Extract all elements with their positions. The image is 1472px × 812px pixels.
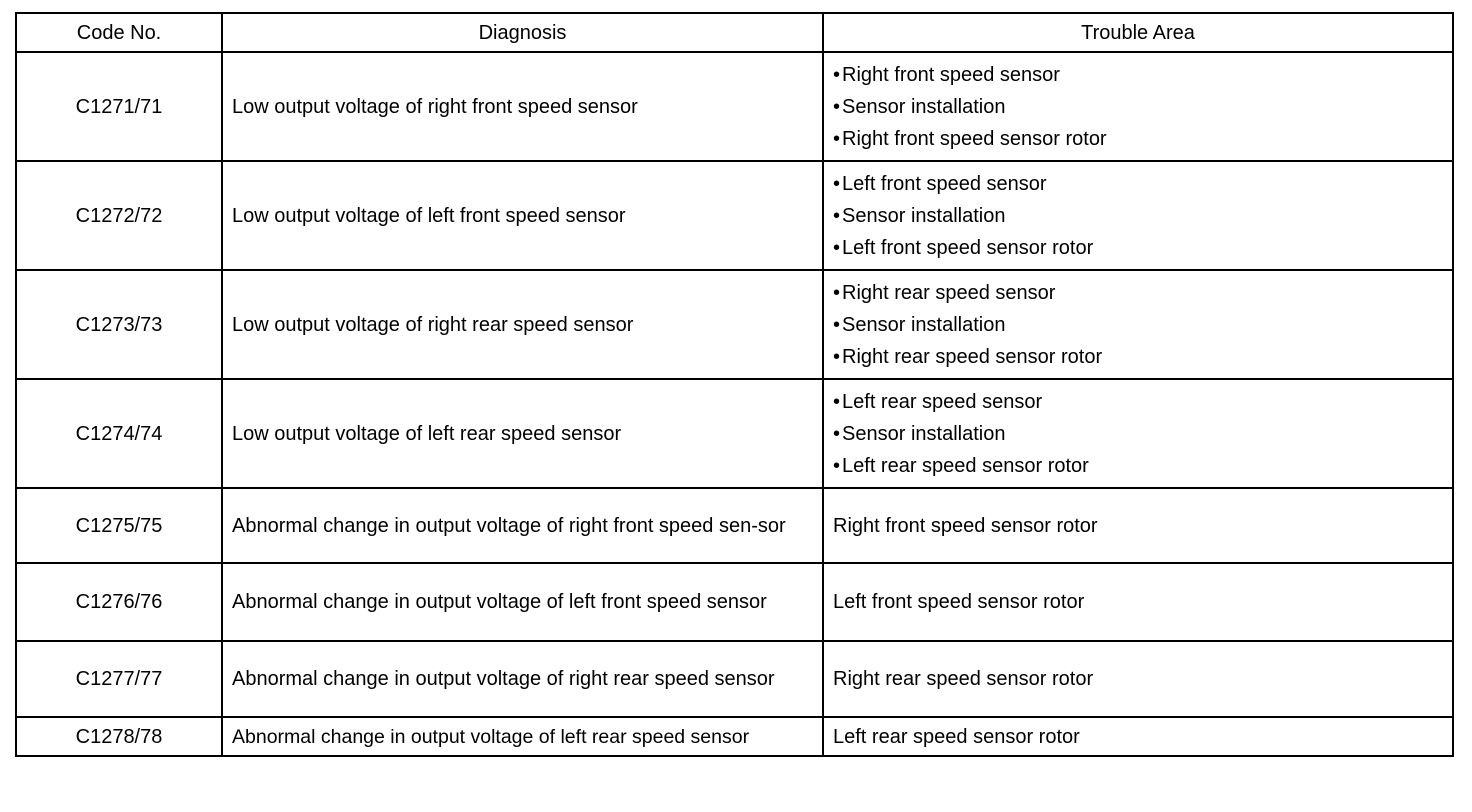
code-cell: C1275/75 [16, 488, 222, 563]
trouble-area-cell: Right rear speed sensor rotor [823, 641, 1453, 717]
header-row [16, 13, 1453, 52]
code-cell: C1273/73 [16, 270, 222, 379]
trouble-area-item [833, 91, 1452, 123]
bullet-icon: • [833, 313, 841, 336]
diagnosis-cell [222, 379, 823, 488]
table-row [16, 52, 1453, 161]
trouble-area-item [833, 200, 1452, 232]
table-row [16, 161, 1453, 270]
trouble-area-item [833, 450, 1452, 482]
trouble-area-text: Right front speed sensor rotor [842, 127, 1107, 150]
trouble-area-text: Sensor installation [842, 422, 1006, 445]
table-row [16, 379, 1453, 488]
diagnosis-cell [222, 641, 823, 717]
trouble-area-item [833, 341, 1452, 373]
trouble-area-cell: Left rear speed sensor rotor [823, 717, 1453, 756]
diagnosis-cell [222, 563, 823, 641]
trouble-area-text: Left rear speed sensor rotor [842, 454, 1089, 477]
bullet-icon: • [833, 63, 841, 86]
diagnosis-text: Low output voltage of right rear speed sensor [232, 313, 634, 336]
diagnosis-text: Abnormal change in output voltage of right rear speed sensor [232, 668, 775, 690]
bullet-icon: • [833, 204, 841, 227]
trouble-area-item [833, 277, 1452, 309]
table-row [16, 717, 1453, 756]
trouble-area-cell: Left front speed sensor rotor [823, 563, 1453, 641]
diagnosis-text: Low output voltage of left front speed sensor [232, 204, 626, 227]
diagnosis-text: Abnormal change in output voltage of left rear speed sensor [232, 725, 750, 748]
trouble-area-cell [823, 52, 1453, 161]
code-cell: C1278/78 [16, 717, 222, 756]
trouble-area-item [833, 309, 1452, 341]
trouble-area-text: Right front speed sensor [842, 63, 1060, 86]
header-trouble-area: Trouble Area [823, 13, 1453, 52]
trouble-area-text: Left front speed sensor rotor [842, 236, 1094, 259]
diagnosis-cell [222, 52, 823, 161]
trouble-area-text: Right rear speed sensor rotor [842, 345, 1103, 368]
trouble-area-text: Right rear speed sensor [842, 281, 1056, 304]
code-cell: C1272/72 [16, 161, 222, 270]
bullet-icon: • [833, 172, 841, 195]
trouble-area-text: Sensor installation [842, 204, 1006, 227]
bullet-icon: • [833, 95, 841, 118]
table-row [16, 641, 1453, 717]
trouble-area-item [833, 386, 1452, 418]
trouble-area-cell: Right front speed sensor rotor [823, 488, 1453, 563]
trouble-area-item [833, 232, 1452, 264]
diagnosis-cell [222, 161, 823, 270]
trouble-area-cell [823, 161, 1453, 270]
trouble-area-text: Sensor installation [842, 313, 1006, 336]
table-row [16, 488, 1453, 563]
header-code: Code No. [16, 13, 222, 52]
trouble-area-cell [823, 379, 1453, 488]
diagnosis-cell [222, 270, 823, 379]
diagnosis-cell [222, 717, 823, 756]
trouble-area-item [833, 59, 1452, 91]
bullet-icon: • [833, 127, 841, 150]
trouble-area-item [833, 168, 1452, 200]
bullet-icon: • [833, 281, 841, 304]
header-diagnosis: Diagnosis [222, 13, 823, 52]
table-row [16, 563, 1453, 641]
trouble-area-text: Left front speed sensor [842, 172, 1047, 195]
diagnosis-text: Abnormal change in output voltage of left front speed sensor [232, 591, 767, 613]
trouble-area-item [833, 123, 1452, 155]
diagnosis-text: Low output voltage of left rear speed sensor [232, 422, 622, 445]
bullet-icon: • [833, 454, 841, 477]
bullet-icon: • [833, 390, 841, 413]
table-row [16, 270, 1453, 379]
code-cell: C1276/76 [16, 563, 222, 641]
trouble-area-cell [823, 270, 1453, 379]
code-cell: C1277/77 [16, 641, 222, 717]
diagnosis-cell [222, 488, 823, 563]
trouble-area-item [833, 418, 1452, 450]
code-cell: C1274/74 [16, 379, 222, 488]
trouble-code-table [15, 12, 1454, 757]
bullet-icon: • [833, 422, 841, 445]
diagnosis-text: Low output voltage of right front speed sensor [232, 95, 638, 118]
diagnosis-text: Abnormal change in output voltage of right front speed sen-sor [232, 514, 786, 537]
trouble-area-text: Sensor installation [842, 95, 1006, 118]
bullet-icon: • [833, 236, 841, 259]
trouble-area-text: Left rear speed sensor [842, 390, 1043, 413]
code-cell: C1271/71 [16, 52, 222, 161]
bullet-icon: • [833, 345, 841, 368]
